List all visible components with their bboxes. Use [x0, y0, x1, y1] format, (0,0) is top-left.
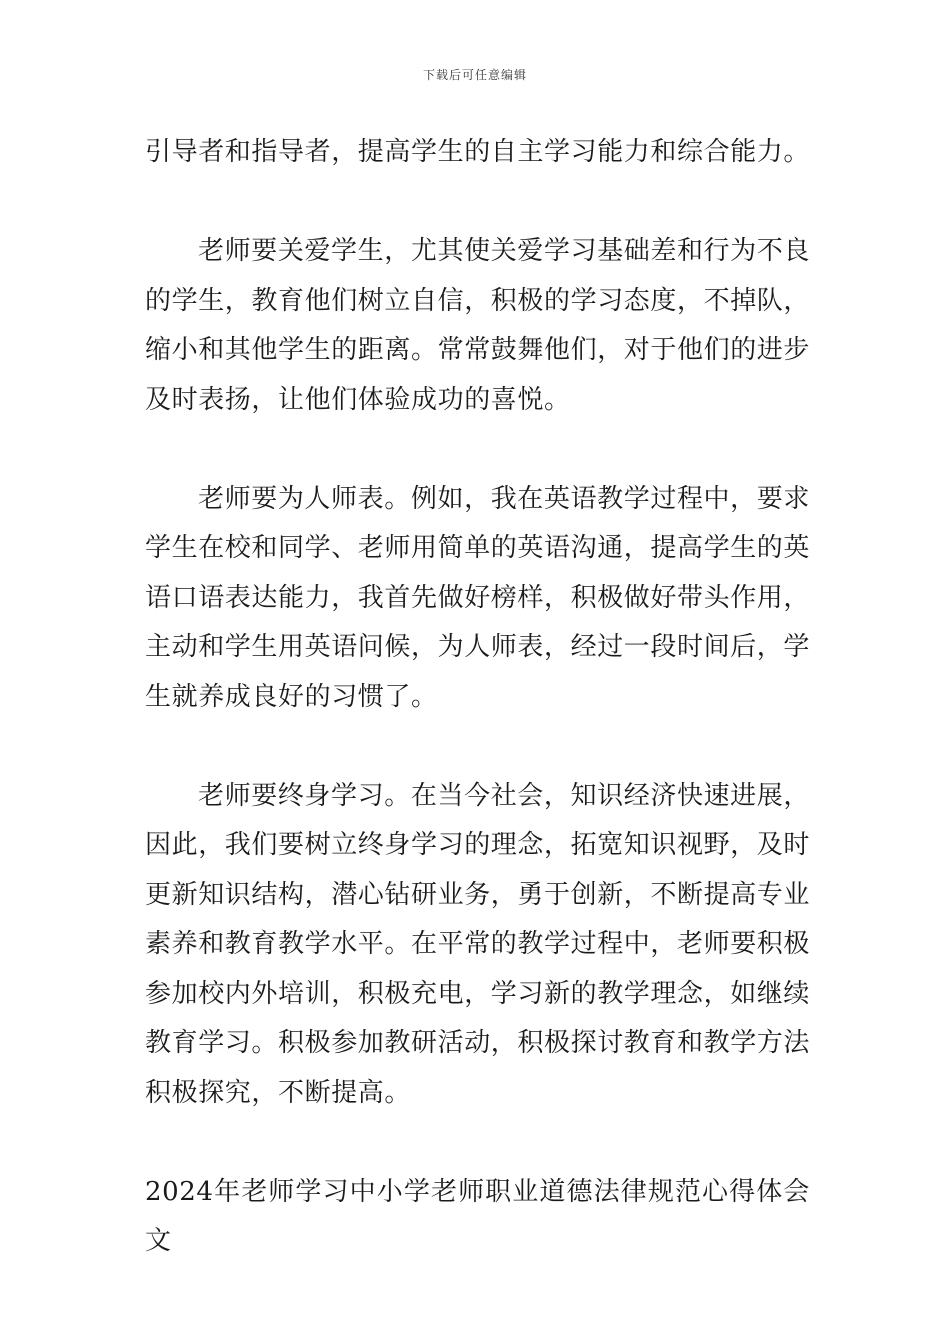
- document-body: [145, 128, 810, 1267]
- paragraph-care-for-students: 老师要关爱学生，尤其使关爱学习基础差和行为不良的学生，教育他们树立自信，积极的学习态度，不掉队，缩小和其他学生的距离。常常鼓舞他们，对于他们的进步及时表扬，让他们体验成功的喜悦。: [145, 236, 811, 415]
- paragraph-role-model: 老师要为人师表。例如，我在英语教学过程中，要求学生在校和同学、老师用简单的英语沟通，提高学生的英语口语表达能力，我首先做好榜样，积极做好带头作用，主动和学生用英语问候，为人师表，经过一段时间后，学生就养成良好的习惯了。: [145, 483, 811, 712]
- paragraph-gap: [145, 178, 810, 228]
- paragraph-continuation: 引导者和指导者，提高学生的自主学习能力和综合能力。: [145, 137, 811, 167]
- paragraph-lifelong-learning: 老师要终身学习。在当今社会，知识经济快速进展，因此，我们要树立终身学习的理念，拓宽知识视野，及时更新知识结构，潜心钻研业务，勇于创新，不断提高专业素养和教育教学水平。在平常的教学过程中，老师要积极参加校内外培训，积极充电，学习新的教学理念，如继续教育学习。积极参加教研活动，积极探讨教育和教学方法积极探究，不断提高。: [145, 780, 811, 1108]
- paragraph-gap: [145, 1118, 810, 1168]
- section-title-line: 2024年老师学习中小学老师职业道德法律规范心得体会文: [145, 1176, 810, 1256]
- paragraph-gap: [145, 425, 810, 475]
- header-note: 下载后可任意编辑: [422, 68, 527, 82]
- paragraph-gap: [145, 722, 810, 772]
